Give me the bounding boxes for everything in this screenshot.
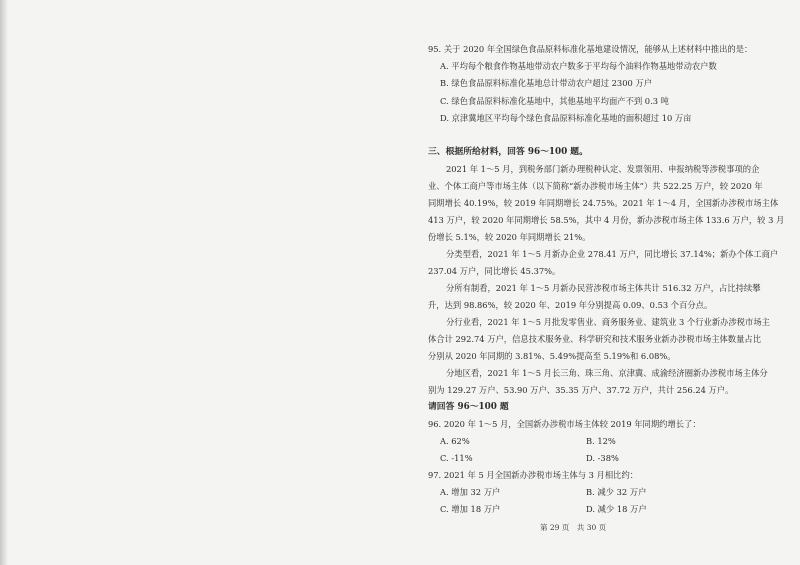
q96-option-b: B. 12%	[586, 436, 616, 446]
q95-option-d: D. 京津冀地区平均每个绿色食品原料标准化基地的面积超过 10 万亩	[440, 113, 692, 123]
q95-option-c: C. 绿色食品原料标准化基地中，其他基地平均面产不到 0.3 吨	[440, 96, 669, 106]
answer-prompt: 请回答 96～100 题	[428, 402, 509, 412]
paragraph-5	[428, 368, 768, 396]
paragraph-line: 别为 129.27 万户、53.90 万户、35.35 万户、37.72 万户，共计 256.24 万户。	[428, 385, 734, 395]
q97-option-b: B. 减少 32 万户	[586, 487, 647, 497]
q96-options-row-1	[440, 436, 760, 447]
page-number: 第 29 页 共 30 页	[540, 523, 607, 532]
paragraph-line: 分所有制看，2021 年 1～5 月新办民营涉税市场主体共计 516.32 万户，占比持续攀	[446, 283, 761, 293]
q96-option-c: C. -11%	[440, 453, 473, 463]
page-fold-shadow	[0, 0, 8, 565]
paragraph-2	[428, 249, 779, 277]
paragraph-line: 237.04 万户，同比增长 45.37%。	[428, 266, 561, 276]
paragraph-line: 体合计 292.74 万户，信息技术服务业、科学研究和技术服务业新办涉税市场主体数量占比	[428, 334, 761, 344]
q97-stem: 97. 2021 年 5 月全国新办涉税市场主体与 3 月相比约：	[428, 470, 639, 480]
q97-options-row-2	[440, 504, 760, 515]
paragraph-line: 分地区看，2021 年 1～5 月长三角、珠三角、京津冀、成渝经济圈新办涉税市场主体分	[446, 368, 768, 378]
paragraph-line: 升，达到 98.86%，较 2020 年、2019 年分别提高 0.09、0.53 个百分点。	[428, 300, 713, 310]
paragraph-line: 2021 年 1～5 月，到税务部门新办理税种认定、发票领用、申报纳税等涉税事项的企	[446, 164, 760, 174]
q97-options-row-1	[440, 487, 760, 498]
paragraph-line: 分行业看，2021 年 1～5 月批发零售业、商务服务业、建筑业 3 个行业新办涉税市场主	[446, 317, 770, 327]
q97-option-d: D. 减少 18 万户	[586, 504, 647, 514]
paragraph-3	[428, 283, 768, 311]
q95-option-a: A. 平均每个粮食作物基地带动农户数多于平均每个油料作物基地带动农户数	[440, 61, 717, 71]
section-heading: 三、根据所给材料，回答 96～100 题。	[428, 147, 588, 157]
paragraph-line: 份增长 5.1%，较 2020 年同期增长 21%。	[428, 232, 591, 242]
q97-option-c: C. 增加 18 万户	[440, 504, 501, 514]
paragraph-line: 同期增长 40.19%，较 2019 年同期增长 24.75%。2021 年 1～4 月，全国新办涉税市场主体	[428, 198, 779, 208]
paragraph-line: 分别从 2020 年同期的 3.81%、5.49%提高至 5.19%和 6.08%。	[428, 351, 676, 361]
paragraph-4	[428, 317, 768, 362]
q96-option-a: A. 62%	[440, 436, 470, 446]
paragraph-line: 分类型看，2021 年 1～5 月新办企业 278.41 万户，同比增长 37.14%；新办个体工商户	[446, 249, 779, 259]
q96-option-d: D. -38%	[586, 453, 619, 463]
q96-options-row-2	[440, 453, 760, 464]
paragraph-1	[428, 164, 785, 243]
paragraph-line: 业、个体工商户等市场主体（以下简称“新办涉税市场主体”）共 522.25 万户，较 2020 年	[428, 181, 763, 191]
paragraph-line: 413 万户，较 2020 年同期增长 58.5%，其中 4 月份，新办涉税市场主体 133.6 万户，较 3 月	[428, 215, 785, 225]
q97-option-a: A. 增加 32 万户	[440, 487, 501, 497]
q95-stem: 95. 关于 2020 年全国绿色食品原料标准化基地建设情况，能够从上述材料中推出的是：	[428, 44, 753, 54]
q96-stem: 96. 2020 年 1～5 月，全国新办涉税市场主体较 2019 年同期约增长了：	[428, 419, 701, 429]
q95-option-b: B. 绿色食品原料标准化基地总计带动农户超过 2300 万户	[440, 78, 652, 88]
